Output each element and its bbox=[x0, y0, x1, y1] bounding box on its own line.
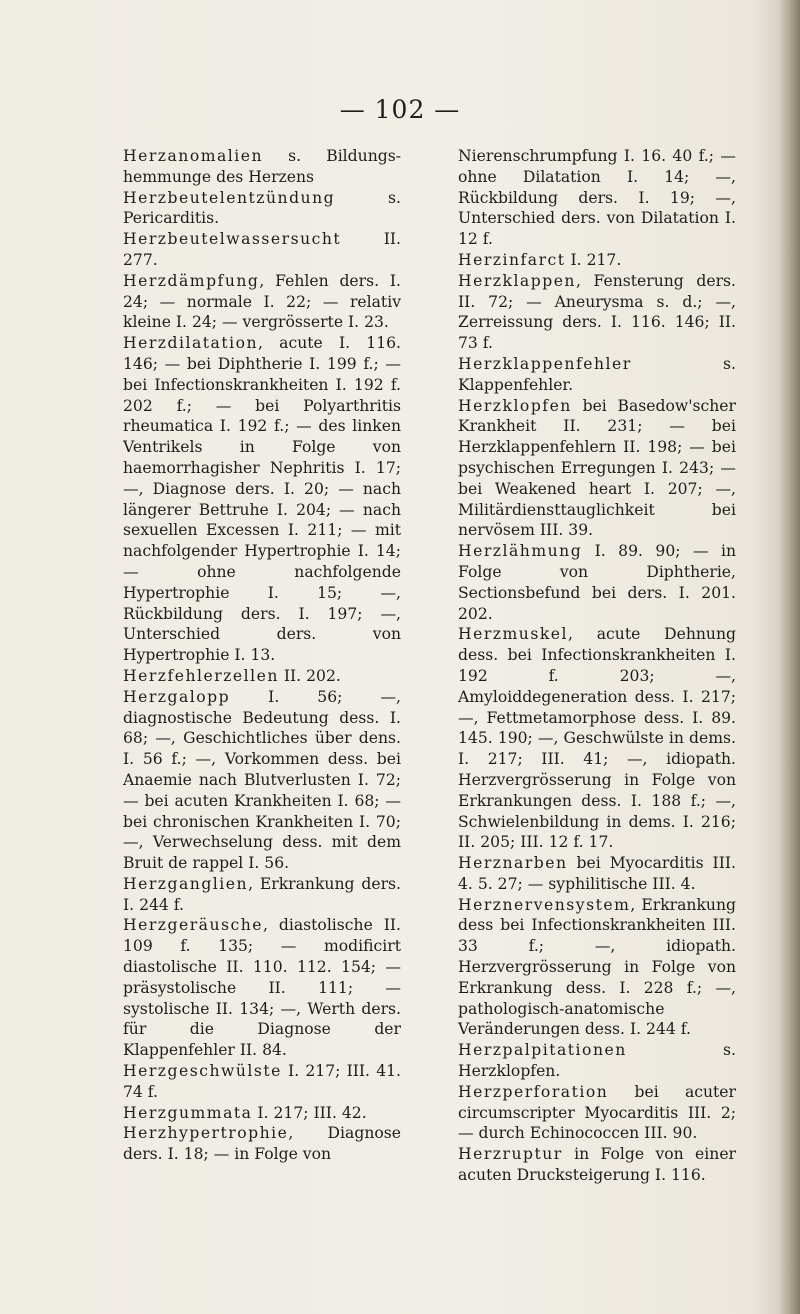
index-column-left bbox=[123, 146, 401, 1165]
index-entry-references: in Folge von einer acuten Drucksteigerung I. 116. bbox=[458, 1145, 736, 1185]
index-entry-headword: Herzdämpfung bbox=[123, 271, 260, 290]
index-entry-references: , acute I. 116. 146; — bei Diphtherie I. 199 f.; — bei Infectionskrankheiten I. 192 f. 202 f.; — bei Polyarthritis rheumatica I. 192 f.; — des linken Ventrikels in Folge von haemorrhagisher Nephritis I. 17; —, Diagnose ders. I. 20; — nach längerer Bettruhe I. 204; — nach sexuellen Excessen I. 211; — mit nachfolgender Hypertrophie I. 14; — ohne nachfolgende Hypertrophie I. 15; —, Rückbildung ders. I. 197; —, Unterschied ders. von Hypertrophie I. 13. bbox=[123, 334, 401, 665]
index-entry-references: bei acuter circumscripter Myocarditis III. 2; — durch Echinococcen III. 90. bbox=[458, 1082, 736, 1143]
index-entry bbox=[458, 250, 736, 271]
index-entry bbox=[458, 853, 736, 895]
index-entry-references: s. Klappenfehler. bbox=[458, 354, 736, 394]
index-entry-references: s. Herzklopfen. bbox=[458, 1041, 736, 1081]
index-entry-references: I. 217. bbox=[565, 250, 622, 269]
index-entry bbox=[458, 895, 736, 1041]
index-entry bbox=[123, 1123, 401, 1165]
index-entry-headword: Herzklopfen bbox=[458, 396, 572, 415]
index-entry bbox=[458, 541, 736, 624]
index-entry-references: I. 89. 90; — in Folge von Diphtherie, Sectionsbefund bei ders. I. 201. 202. bbox=[458, 542, 736, 623]
index-entry-headword: Herzruptur bbox=[458, 1145, 563, 1164]
index-entry-headword: Herzperforation bbox=[458, 1082, 609, 1101]
index-entry-headword: Herzgalopp bbox=[123, 687, 231, 706]
index-entry-headword: Herzgeräusche bbox=[123, 916, 264, 935]
index-entry-references: , Fensterung ders. II. 72; — Aneurysma s. d.; —, Zerreissung ders. I. 116. 146; II. 73 f. bbox=[458, 271, 736, 353]
index-entry-references: , acute Dehnung dess. bei Infectionskrankheiten I. 192 f. 203; —, Amyloiddegeneration dess. I. 217; —, Fettmetamorphose dess. I. 89. 145. 190; —, Geschwülste in dems. I. 217; III. 41; —, idiopath. Herzvergrösserung in Folge von Erkrankungen dess. I. 188 f.; —, Schwielenbildung in dems. I. 216; II. 205; III. 12 f. 17. bbox=[458, 625, 736, 852]
index-entry bbox=[123, 271, 401, 333]
index-entry bbox=[458, 624, 736, 853]
index-entry-headword: Herzhypertrophie bbox=[123, 1124, 289, 1143]
index-entry-headword: Herzanomalien bbox=[123, 147, 264, 165]
index-column-right bbox=[458, 146, 736, 1186]
index-entry bbox=[123, 229, 401, 271]
index-entry bbox=[123, 188, 401, 230]
index-entry-headword: Herzlähmung bbox=[458, 542, 583, 561]
index-entry bbox=[123, 874, 401, 916]
index-entry-headword: Herzganglien bbox=[123, 874, 249, 893]
index-entry-references: , Erkrankung dess bei Infectionskrankheiten III. 33 f.; —, idiopath. Herzvergrösserung in Folge von Erkrankung dess. I. 228 f.; —, pathologisch-anatomische Veränderungen dess. I. 244 f. bbox=[458, 895, 736, 1039]
index-entry-headword: Herznervensystem bbox=[458, 895, 631, 914]
index-entry-references: Nierenschrumpfung I. 16. 40 f.; — ohne Dilatation I. 14; —, Rückbildung ders. I. 19; —, Unterschied ders. von Dilatation I. 12 f. bbox=[458, 147, 736, 249]
index-entry bbox=[458, 146, 736, 250]
index-entry-references: , Erkrankung ders. I. 244 f. bbox=[123, 874, 401, 914]
index-entry bbox=[458, 354, 736, 396]
index-entry-references: , diastolische II. 109 f. 135; — modificirt diastolische II. 110. 112. 154; — präsystolische II. 111; — systolische II. 134; —, Werth ders. für die Diagnose der Klappenfehler II. 84. bbox=[123, 916, 401, 1060]
index-entry bbox=[458, 1144, 736, 1186]
index-entry bbox=[123, 687, 401, 874]
index-entry-headword: Herzbeutelwassersucht bbox=[123, 230, 342, 249]
index-entry-references: bei Basedow'scher Krankheit II. 231; — bei Herzklappenfehlern II. 198; — bei psychischen Erregungen I. 243; — bei Weakened heart I. 207; —, Militärdiensttauglichkeit bei nervösem III. 39. bbox=[458, 396, 736, 540]
index-entry-headword: Herzfehlerzellen bbox=[123, 666, 279, 685]
page-edge-shadow bbox=[778, 0, 800, 1314]
index-entry bbox=[458, 1082, 736, 1144]
index-entry bbox=[123, 666, 401, 687]
index-entry-headword: Herzgummata bbox=[123, 1103, 253, 1122]
index-entry bbox=[123, 1061, 401, 1103]
index-entry-references: bei Myocarditis III. 4. 5. 27; — syphilitische III. 4. bbox=[458, 854, 736, 893]
index-entry-references: , Fehlen ders. I. 24; — normale I. 22; — relativ kleine I. 24; — vergrösserte I. 23. bbox=[123, 271, 401, 332]
index-entry bbox=[458, 1040, 736, 1082]
index-entry bbox=[123, 333, 401, 666]
index-entry-headword: Herzdilatation bbox=[123, 334, 258, 353]
index-entry-headword: Herzpalpitationen bbox=[458, 1041, 627, 1060]
index-entry-headword: Herzklappen bbox=[458, 271, 576, 290]
index-entry bbox=[123, 146, 401, 188]
index-entry-references: s. Bildungs-hemmunge des Herzens bbox=[123, 147, 401, 186]
index-entry-headword: Herzinfarct bbox=[458, 250, 566, 269]
index-entry-headword: Herzgeschwülste bbox=[123, 1062, 282, 1081]
index-entry-headword: Herznarben bbox=[458, 854, 568, 873]
index-entry bbox=[458, 271, 736, 354]
index-entry-references: , Diagnose ders. I. 18; — in Folge von bbox=[123, 1124, 401, 1164]
index-entry bbox=[123, 1103, 401, 1124]
index-entry-references: II. 202. bbox=[278, 666, 341, 685]
page-number: — 102 — bbox=[339, 95, 461, 124]
index-entry-references: I. 56; —, diagnostische Bedeutung dess. I. 68; —, Geschichtliches über dens. I. 56 f.; —, Vorkommen dess. bei Anaemie nach Blutverlusten I. 72; — bei acuten Krankheiten I. 68; — bei chronischen Krankheiten I. 70; —, Verwechselung dess. mit dem Bruit de rappel I. 56. bbox=[123, 687, 401, 873]
index-entry-references: II. 277. bbox=[123, 230, 401, 269]
index-entry bbox=[458, 396, 736, 542]
index-entry-headword: Herzklappenfehler bbox=[458, 354, 632, 373]
index-entry-headword: Herzbeutelentzündung bbox=[123, 188, 336, 207]
index-entry-references: I. 217; III. 41. 74 f. bbox=[123, 1062, 401, 1101]
index-entry bbox=[123, 915, 401, 1061]
index-entry-references: s. Pericarditis. bbox=[123, 188, 401, 228]
index-entry-references: I. 217; III. 42. bbox=[252, 1103, 367, 1122]
index-entry-headword: Herzmuskel bbox=[458, 625, 568, 644]
